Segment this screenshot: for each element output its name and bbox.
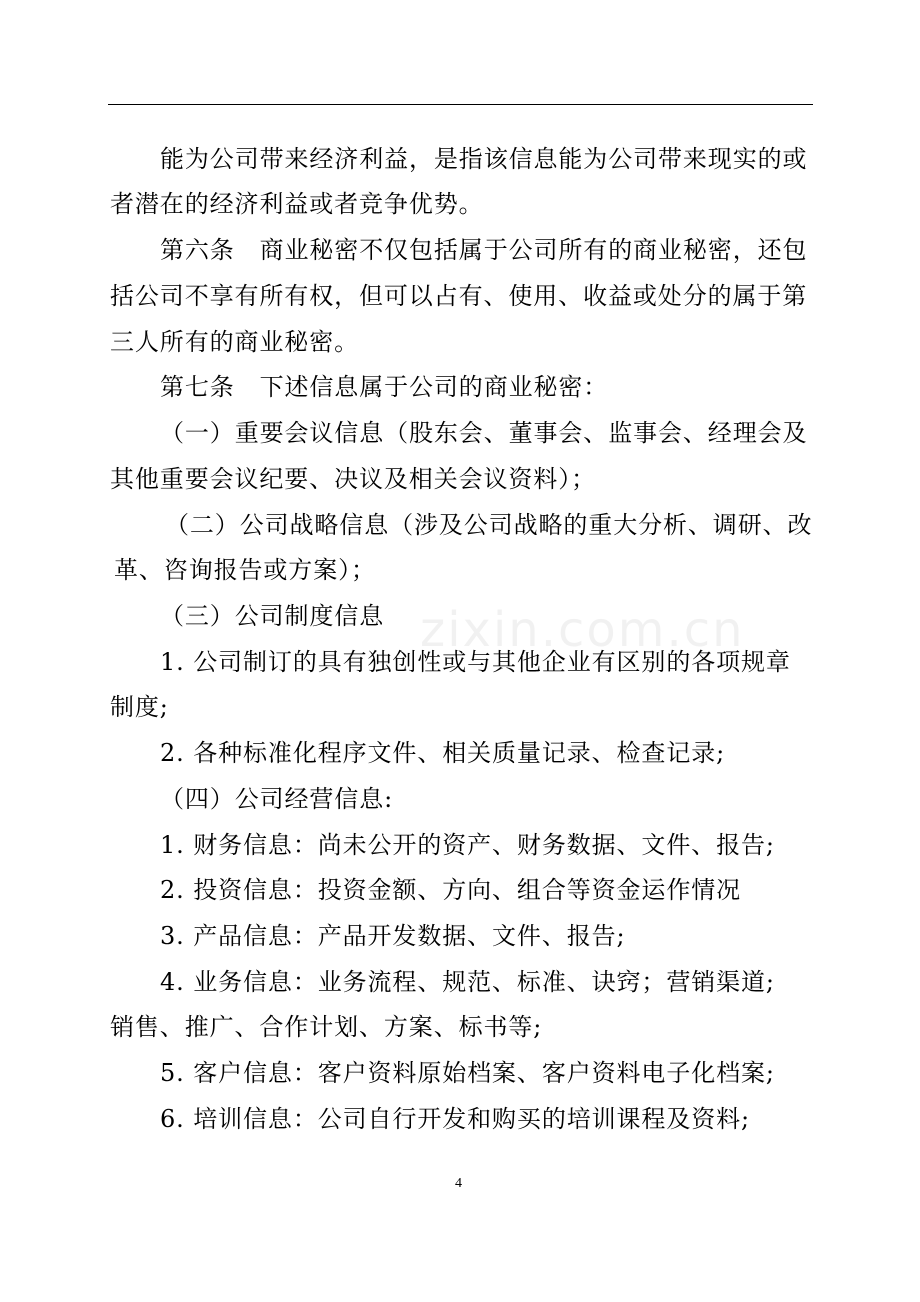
list-item: 2. 各种标准化程序文件、相关质量记录、检查记录; [160, 739, 726, 767]
paragraph-line: 括公司不享有所有权，但可以占有、使用、收益或处分的属于第 [110, 282, 808, 310]
paragraph-line: 销售、推广、合作计划、方案、标书等; [110, 1013, 543, 1041]
list-item: 1. 公司制订的具有独创性或与其他企业有区别的各项规章 [160, 648, 791, 676]
paragraph-line: 三人所有的商业秘密。 [110, 328, 359, 356]
list-item-heading: （一）重要会议信息（股东会、董事会、监事会、经理会及 [160, 419, 808, 447]
list-item-heading: （四）公司经营信息: [160, 785, 394, 813]
watermark: zixin.com.cn [420, 602, 745, 658]
list-item: 5. 客户信息：客户资料原始档案、客户资料电子化档案; [160, 1059, 775, 1087]
list-item: 4. 业务信息：业务流程、规范、标准、诀窍；营销渠道; [160, 968, 775, 996]
list-item: 1. 财务信息：尚未公开的资产、财务数据、文件、报告; [160, 831, 775, 859]
article-6-line: 第六条 商业秘密不仅包括属于公司所有的商业秘密，还包 [160, 236, 808, 264]
paragraph-line: 制度; [110, 693, 169, 721]
list-item: 6. 培训信息：公司自行开发和购买的培训课程及资料; [160, 1105, 751, 1133]
list-item: 3. 产品信息：产品开发数据、文件、报告; [160, 922, 626, 950]
header-rule [108, 104, 813, 105]
paragraph-line: 革、咨询报告或方案）； [114, 556, 376, 584]
list-item-heading: （二）公司战略信息（涉及公司战略的重大分析、调研、改 [165, 511, 813, 539]
paragraph-line: 者潜在的经济利益或者竞争优势。 [110, 190, 484, 218]
paragraph-line: 能为公司带来经济利益，是指该信息能为公司带来现实的或 [160, 145, 808, 173]
page-number: 4 [455, 1176, 462, 1191]
list-item: 2. 投资信息：投资金额、方向、组合等资金运作情况 [160, 876, 742, 904]
paragraph-line: 其他重要会议纪要、决议及相关会议资料）； [110, 465, 596, 493]
list-item-heading: （三）公司制度信息 [160, 602, 385, 630]
article-7-line: 第七条 下述信息属于公司的商业秘密： [160, 373, 609, 401]
